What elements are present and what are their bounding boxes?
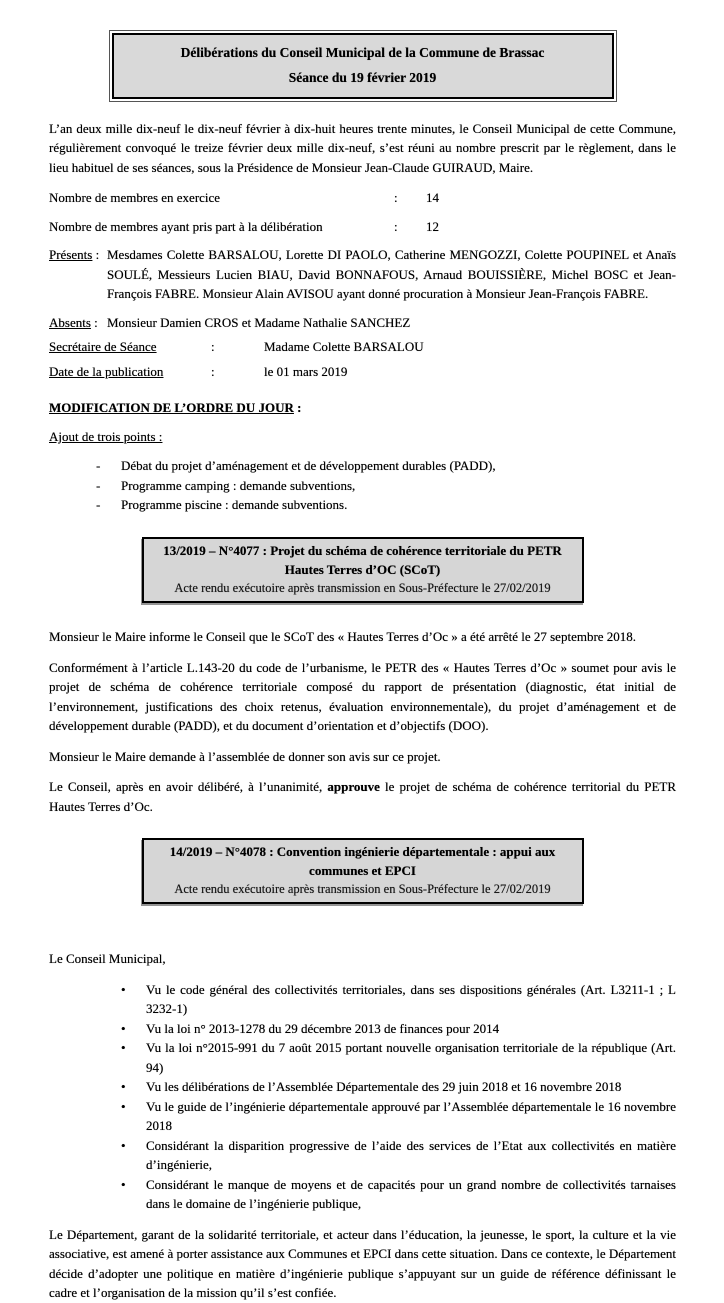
separator-colon: : [394,218,398,234]
deliberation-14-exec-note: Acte rendu exécutoire après transmission en Sous-Préfecture le 27/02/2019 [174,881,551,896]
secretary-row [49,337,676,357]
recital-item: • Vu le code général des collectivités territoriales, dans ses dispositions générales (Art. L3211-1 ; L 3232-1) [49,980,676,1019]
agenda-item: - Programme piscine : demande subventions. [49,495,676,515]
member-count-row [49,217,676,237]
member-counts [49,188,676,236]
presents-label: Présents : [49,247,100,263]
deliberation-13-title: 13/2019 – N°4077 : Projet du schéma de cohérence territoriale du PETR Hautes Terres d’OC (SCoT) [163,542,562,577]
scot-paragraph-3: Monsieur le Maire demande à l’assemblée de donner son avis sur ce projet. [49,748,441,764]
dash-bullet-icon: - [96,497,101,513]
bullet-icon: • [121,1098,126,1114]
council-intro: Le Conseil Municipal, [49,951,166,967]
bullet-icon: • [121,1040,126,1056]
agenda-item: - Débat du projet d’aménagement et de développement durables (PADD), [49,456,676,476]
member-count-value: 12 [426,218,439,234]
decision-keyword: approuve [327,779,380,795]
publication-label: Date de la publication [49,363,164,379]
scot-paragraph-2: Conformément à l’article L.143-20 du code de l’urbanisme, le PETR des « Hautes Terres d’Oc » soumet pour avis le projet de schéma de cohérence territoriale composé du rapport de présentation (diagnostic, état initial de l’environnement, justifications des choix retenus, évaluation environnementale), du projet d’aménagement et de développement durable (PADD), et du document d’orientation et d’objectifs (DOO). [49,659,676,734]
scot-decision: Le Conseil, après en avoir délibéré, à l’unanimité, approuve le projet de schéma de cohérence territorial du PETR Hautes Terres d’Oc. [49,779,677,814]
secretary-label: Secrétaire de Séance [49,339,157,355]
absents-text: Monsieur Damien CROS et Madame Nathalie SANCHEZ [107,314,411,330]
recital-item: • Vu la loi n° 2013-1278 du 29 décembre 2013 de finances pour 2014 [49,1019,676,1039]
department-closing-paragraph: Le Département, garant de la solidarité territoriale, et acteur dans l’éducation, la jeunesse, le sport, la culture et la vie associative, est amené à porter assistance aux Communes et EPCI dans cette situation. Dans ce contexte, le Département décide d’adopter une politique en matière d’ingénierie publique s’appuyant sur un guide de référence définissant le cadre et l’organisation de la mission qu’il s’est confiée. [49,1226,676,1301]
agenda-heading: MODIFICATION DE L’ORDRE DU JOUR : [49,400,302,416]
secretary-value: Madame Colette BARSALOU [264,339,424,355]
bullet-icon: • [121,1079,126,1095]
dash-bullet-icon: - [96,477,101,493]
deliberation-13-exec-note: Acte rendu exécutoire après transmission en Sous-Préfecture le 27/02/2019 [174,580,551,595]
agenda-intro: Ajout de trois points : [49,428,163,444]
agenda-item: - Programme camping : demande subventions, [49,476,676,496]
separator-colon: : [211,339,215,355]
bullet-icon: • [121,1137,126,1153]
recital-item: • Considérant la disparition progressive de l’aide des services de l’Etat aux collectivités en matière d’ingénierie, [49,1136,676,1175]
bullet-icon: • [121,981,126,997]
presents-text: Mesdames Colette BARSALOU, Lorette DI PAOLO, Catherine MENGOZZI, Colette POUPINEL et Anaïs SOULÉ, Messieurs Lucien BIAU, David BONNAFOUS, Arnaud BOUISSIÈRE, Michel BOSC et Jean-François FABRE. Monsieur Alain AVISOU ayant donné procuration à Monsieur Jean-François FABRE. [107,247,676,302]
recital-item: • Vu le guide de l’ingénierie départementale approuvé par l’Assemblée départementale le 16 novembre 2018 [49,1097,676,1136]
absents-row [49,313,676,333]
absents-label: Absents : [49,314,98,330]
member-count-label: Nombre de membres ayant pris part à la délibération [49,218,323,234]
opening-paragraph: L’an deux mille dix-neuf le dix-neuf février à dix-huit heures trente minutes, le Conseil Municipal de cette Commune, régulièrement convoqué le treize février deux mille dix-neuf, s’est réuni au nombre prescrit par le règlement, dans le lieu habituel de ses séances, sous la Présidence de Monsieur Jean-Claude GUIRAUD, Maire. [49,120,676,175]
scot-paragraph-1: Monsieur le Maire informe le Conseil que le SCoT des « Hautes Terres d’Oc » a été arrêté le 27 septembre 2018. [49,629,637,645]
recitals-list [49,980,676,1214]
publication-value: le 01 mars 2019 [264,363,348,379]
deliberation-14-box [142,838,584,904]
document-title: Délibérations du Conseil Municipal de la Commune de Brassac [180,45,545,60]
session-date: Séance du 19 février 2019 [288,69,437,85]
dash-bullet-icon: - [96,458,101,474]
document-title-box [112,33,614,99]
member-count-value: 14 [426,190,439,206]
recital-item: • Vu la loi n°2015-991 du 7 août 2015 portant nouvelle organisation territoriale de la république (Art. 94) [49,1038,676,1077]
member-count-row [49,188,676,208]
separator-colon: : [394,190,398,206]
member-count-label: Nombre de membres en exercice [49,190,221,206]
bullet-icon: • [121,1176,126,1192]
presents-row [49,245,676,304]
bullet-icon: • [121,1020,126,1036]
deliberation-14-title: 14/2019 – N°4078 : Convention ingénierie départementale : appui aux communes et EPCI [169,844,556,878]
deliberation-13-box [142,537,584,603]
recital-item: • Vu les délibérations de l’Assemblée Départementale des 29 juin 2018 et 16 novembre 2018 [49,1077,676,1097]
recital-item: • Considérant le manque de moyens et de capacités pour un grand nombre de collectivités tarnaises dans le domaine de l’ingénierie publique, [49,1175,676,1214]
separator-colon: : [211,363,215,379]
publication-row [49,362,676,382]
